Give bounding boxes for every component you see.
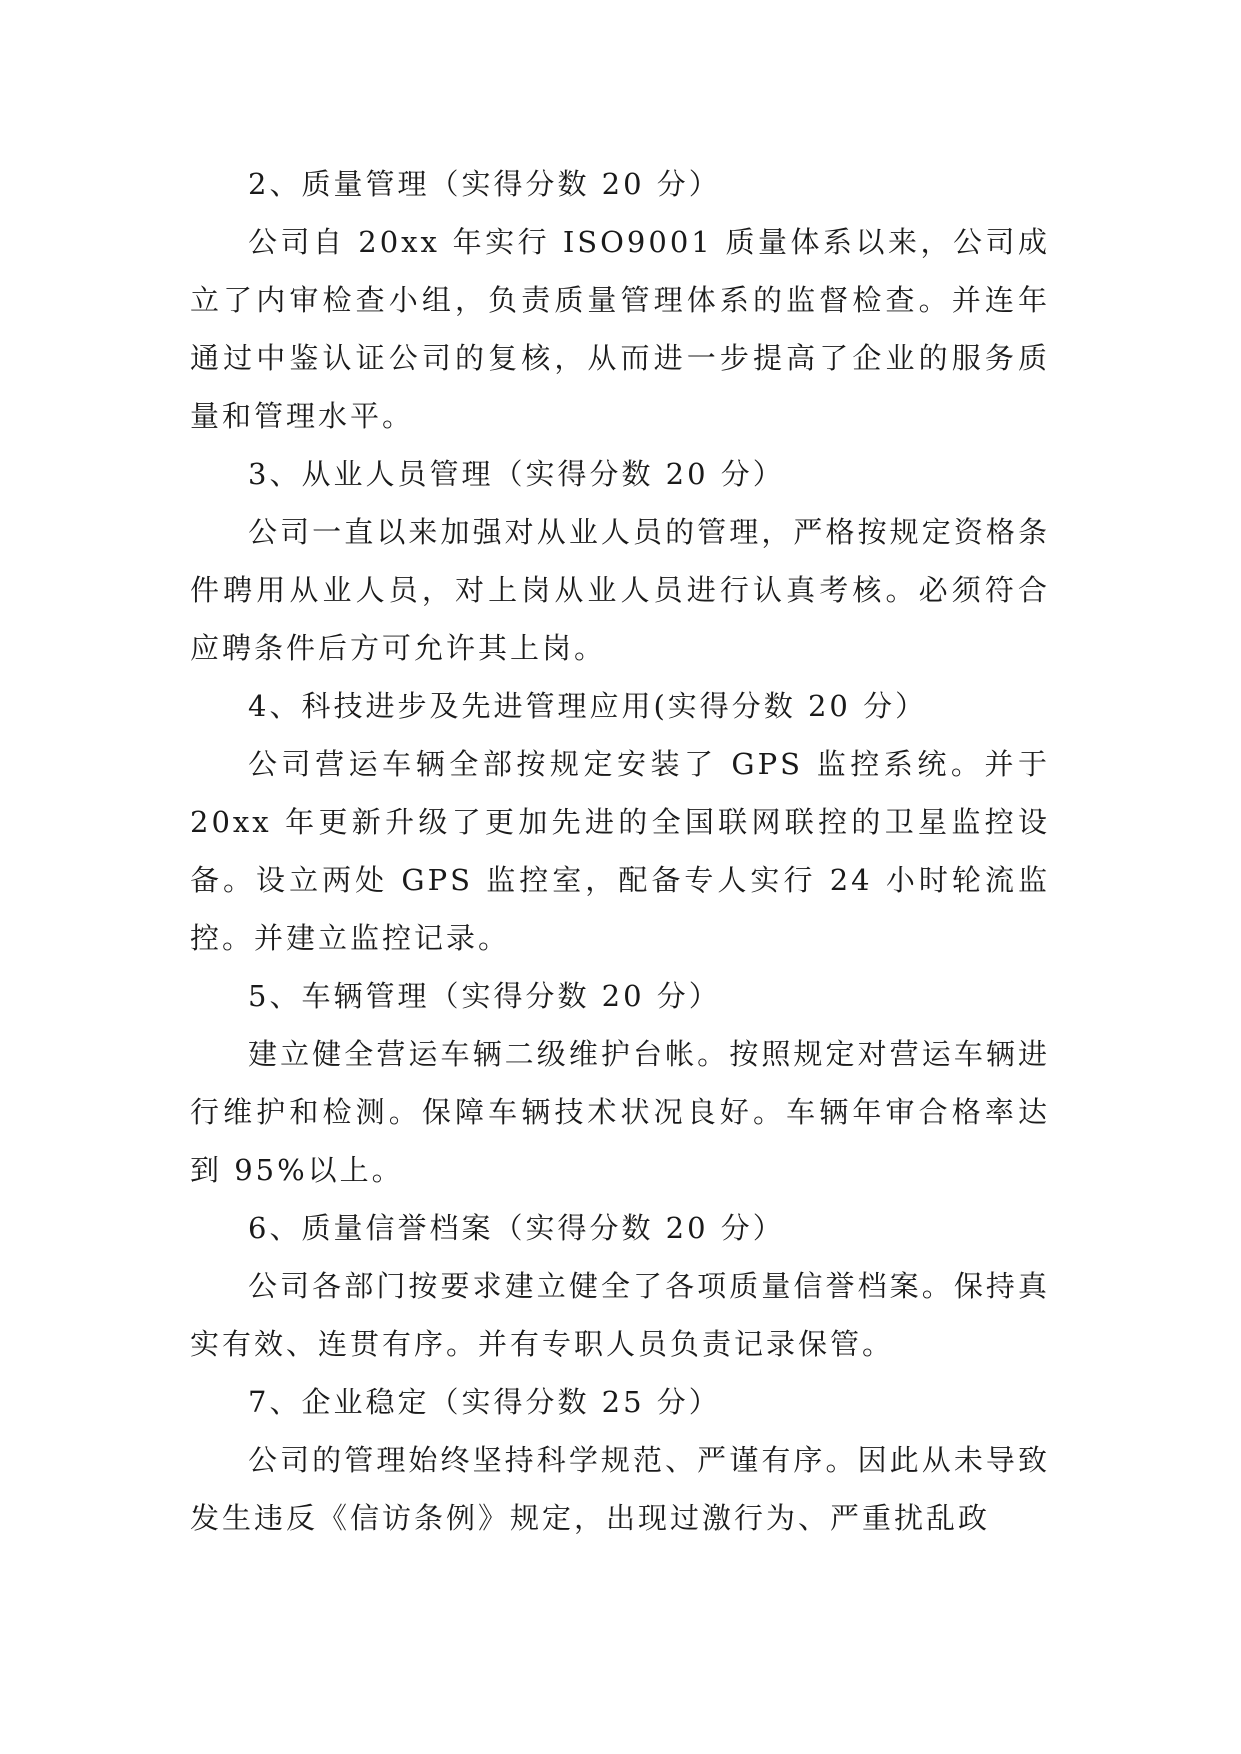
heading-technology-progress: 4、科技进步及先进管理应用(实得分数 20 分） (248, 689, 928, 723)
heading-enterprise-stability: 7、企业稳定（实得分数 25 分） (248, 1385, 721, 1419)
paragraph-quality-management: 公司自 20xx 年实行 ISO9001 质量体系以来，公司成立了内审检查小组，负责质量管理体系的监督检查。并连年通过中鉴认证公司的复核，从而进一步提高了企业的服务质量和管理水平。 (190, 225, 1050, 433)
paragraph-quality-credit-archive: 公司各部门按要求建立健全了各项质量信誉档案。保持真实有效、连贯有序。并有专职人员负责记录保管。 (190, 1269, 1050, 1361)
heading-quality-credit-archive: 6、质量信誉档案（实得分数 20 分） (248, 1211, 785, 1245)
paragraph-staff-management: 公司一直以来加强对从业人员的管理，严格按规定资格条件聘用从业人员，对上岗从业人员进行认真考核。必须符合应聘条件后方可允许其上岗。 (190, 515, 1050, 665)
paragraph-technology-progress: 公司营运车辆全部按规定安装了 GPS 监控系统。并于 20xx 年更新升级了更加先进的全国联网联控的卫星监控设备。设立两处 GPS 监控室，配备专人实行 24 小时轮流监控。并建立监控记录。 (190, 747, 1050, 955)
heading-vehicle-management: 5、车辆管理（实得分数 20 分） (248, 979, 721, 1013)
document-body (190, 155, 1050, 1547)
paragraph-vehicle-management: 建立健全营运车辆二级维护台帐。按照规定对营运车辆进行维护和检测。保障车辆技术状况良好。车辆年审合格率达到 95%以上。 (190, 1037, 1050, 1187)
heading-staff-management: 3、从业人员管理（实得分数 20 分） (248, 457, 785, 491)
heading-quality-management: 2、质量管理（实得分数 20 分） (248, 167, 721, 201)
paragraph-enterprise-stability: 公司的管理始终坚持科学规范、严谨有序。因此从未导致发生违反《信访条例》规定，出现过激行为、严重扰乱政 (190, 1443, 1050, 1535)
